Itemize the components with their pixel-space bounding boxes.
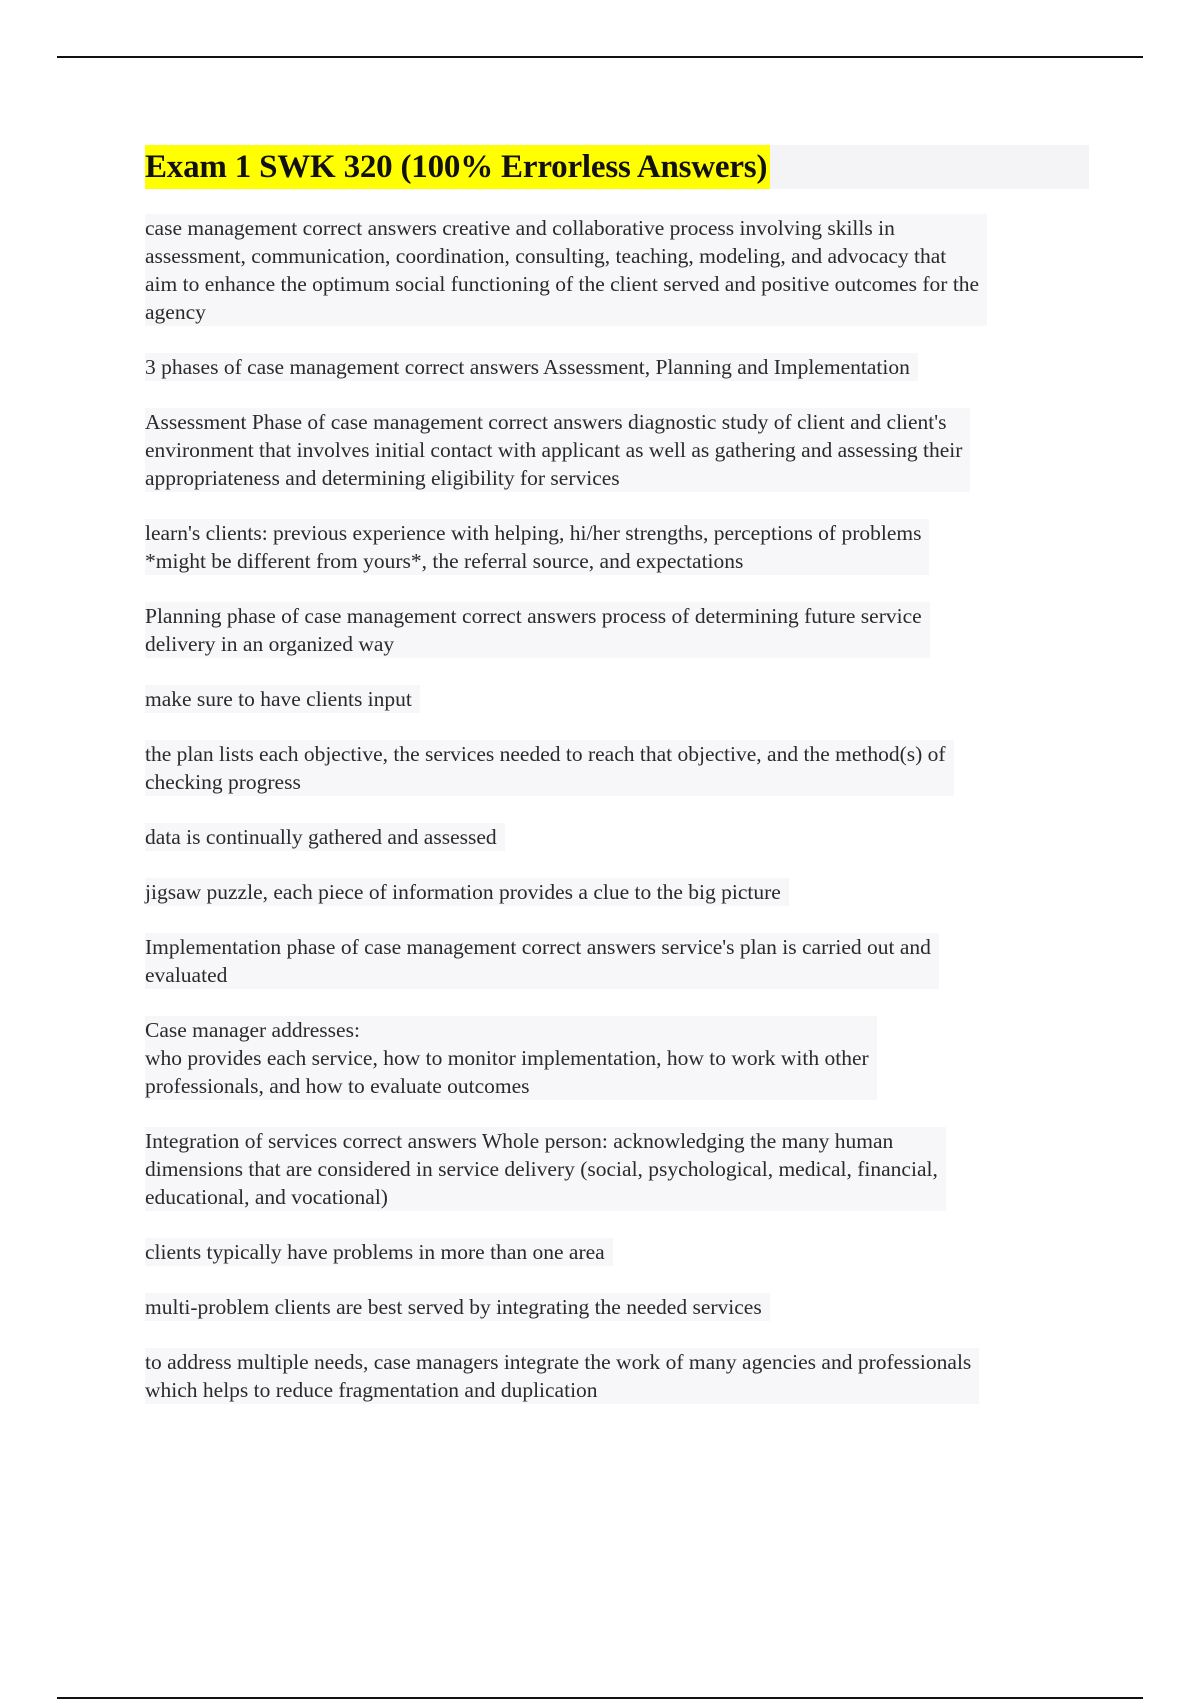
text-line: assessment, communication, coordination, consulting, teaching, modeling, and advocacy that (145, 244, 947, 268)
text-line: *might be different from yours*, the referral source, and expectations (145, 549, 744, 573)
text-line: 3 phases of case management correct answers Assessment, Planning and Implementation (145, 355, 910, 379)
text-line: Assessment Phase of case management correct answers diagnostic study of client and client's (145, 410, 947, 434)
text-line: Implementation phase of case management correct answers service's plan is carried out and (145, 935, 931, 959)
text-line: which helps to reduce fragmentation and duplication (145, 1378, 598, 1402)
text-line: to address multiple needs, case managers integrate the work of many agencies and professionals (145, 1350, 972, 1374)
text-line: case management correct answers creative and collaborative process involving skills in (145, 216, 895, 240)
text-line: the plan lists each objective, the services needed to reach that objective, and the method(s) of (145, 742, 946, 766)
text-line: educational, and vocational) (145, 1185, 388, 1209)
text-line: environment that involves initial contact with applicant as well as gathering and assessing their (145, 438, 963, 462)
document-title: Exam 1 SWK 320 (100% Errorless Answers) (145, 145, 770, 189)
bottom-divider (57, 1697, 1143, 1699)
text-line: learn's clients: previous experience with helping, hi/her strengths, perceptions of problems (145, 521, 922, 545)
paragraph-multiple-problems (145, 1238, 613, 1266)
text-line: professionals, and how to evaluate outcomes (145, 1074, 530, 1098)
text-line: aim to enhance the optimum social functioning of the client served and positive outcomes for the (145, 272, 980, 296)
paragraph-data-gathered (145, 823, 505, 851)
paragraph-address-multiple-needs (145, 1348, 979, 1404)
text-line: make sure to have clients input (145, 687, 412, 711)
paragraph-case-management (145, 214, 987, 326)
text-line: multi-problem clients are best served by integrating the needed services (145, 1295, 762, 1319)
text-line: appropriateness and determining eligibility for services (145, 466, 620, 490)
paragraph-planning-phase (145, 602, 930, 658)
text-line: who provides each service, how to monitor implementation, how to work with other (145, 1046, 869, 1070)
text-line: clients typically have problems in more than one area (145, 1240, 605, 1264)
text-line: agency (145, 300, 206, 324)
text-line: Integration of services correct answers Whole person: acknowledging the many human (145, 1129, 894, 1153)
paragraph-client-input (145, 685, 420, 713)
paragraph-learn-clients (145, 519, 929, 575)
paragraph-multi-problem-clients (145, 1293, 770, 1321)
document-body (145, 214, 1091, 1431)
text-line: Case manager addresses: (145, 1018, 360, 1042)
paragraph-implementation-phase (145, 933, 939, 989)
top-divider (57, 56, 1143, 58)
paragraph-case-manager-addresses (145, 1016, 877, 1100)
paragraph-jigsaw (145, 878, 789, 906)
text-line: data is continually gathered and assessed (145, 825, 497, 849)
text-line: Planning phase of case management correct answers process of determining future service (145, 604, 922, 628)
paragraph-integration-services (145, 1127, 946, 1211)
text-line: evaluated (145, 963, 228, 987)
text-line: dimensions that are considered in service delivery (social, psychological, medical, financial, (145, 1157, 938, 1181)
paragraph-plan-objectives (145, 740, 954, 796)
text-line: delivery in an organized way (145, 632, 395, 656)
paragraph-assessment-phase (145, 408, 970, 492)
paragraph-three-phases (145, 353, 918, 381)
text-line: checking progress (145, 770, 301, 794)
text-line: jigsaw puzzle, each piece of information provides a clue to the big picture (145, 880, 781, 904)
